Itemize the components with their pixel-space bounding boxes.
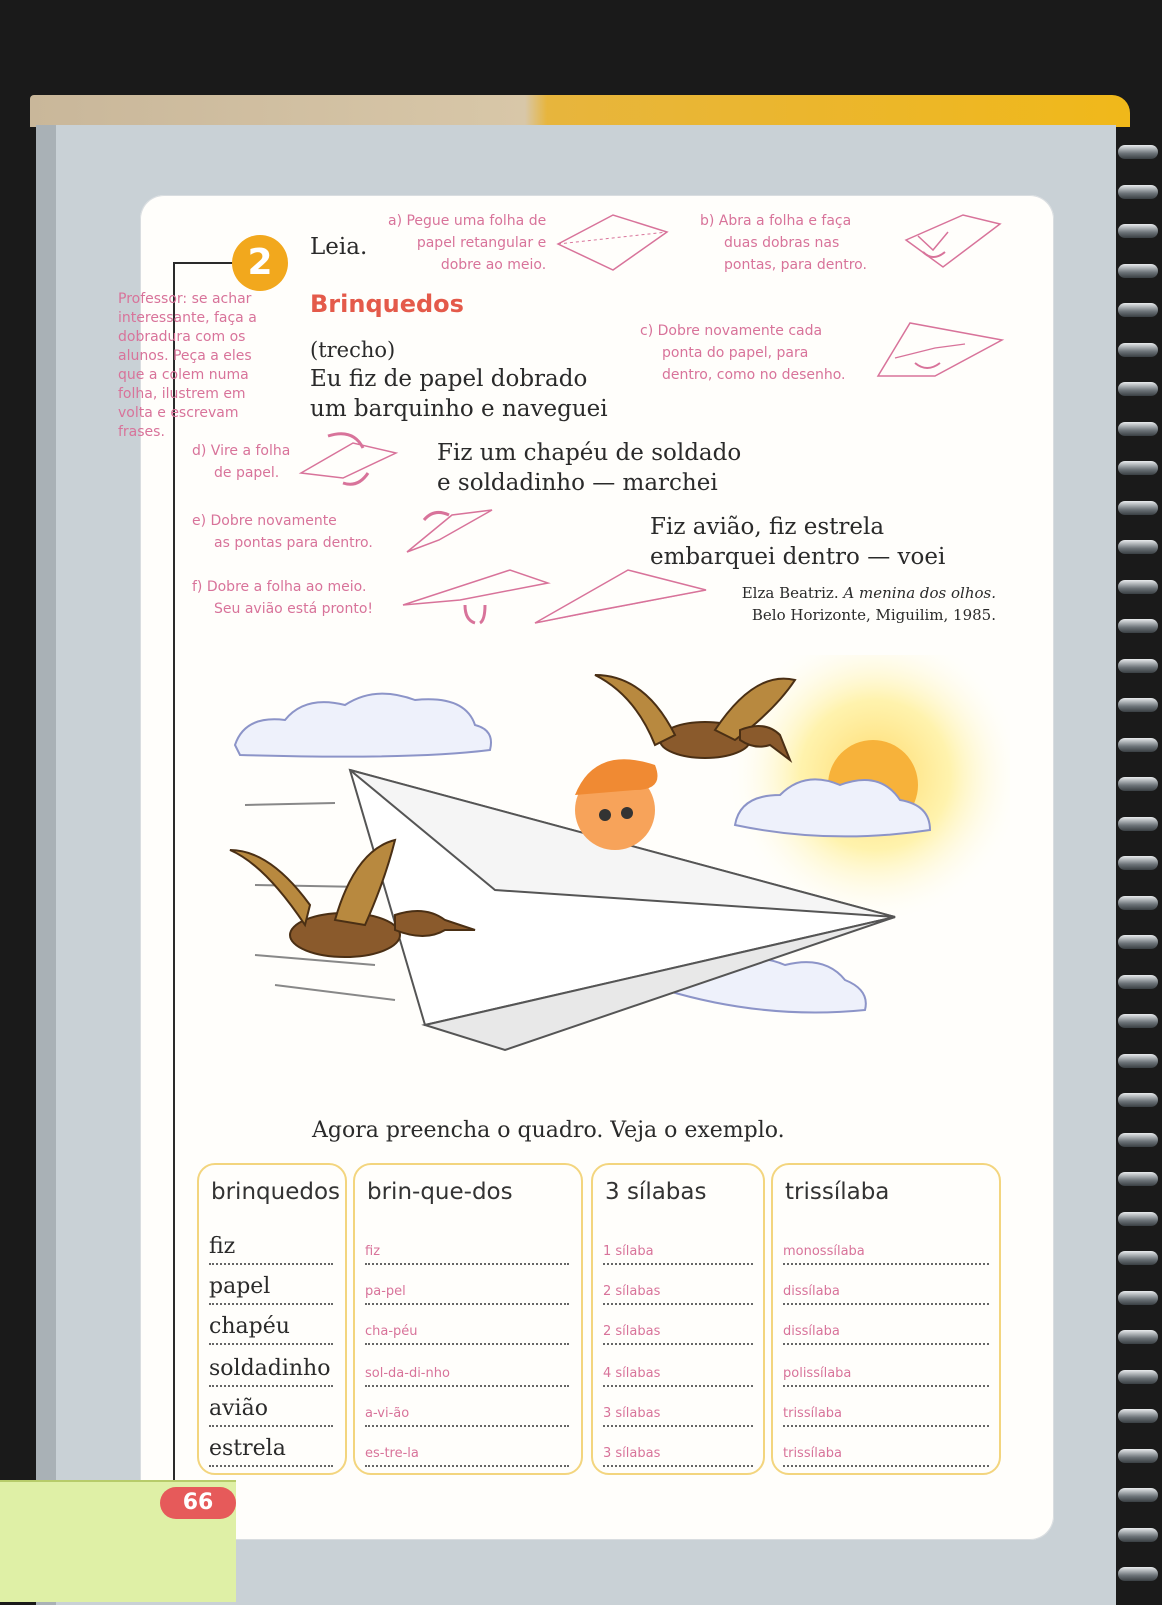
poem-line: e soldadinho — marchei (437, 470, 718, 496)
answer: a-vi-ão (365, 1406, 410, 1421)
table-row[interactable] (783, 1425, 989, 1467)
table-row[interactable] (209, 1263, 333, 1305)
poem-line: Fiz um chapéu de soldado (437, 440, 742, 466)
fold-step-line: f) Dobre a folha ao meio. (192, 579, 367, 595)
fold-diagram-a (555, 212, 670, 274)
spiral-ring (1118, 1172, 1158, 1186)
table-row[interactable] (603, 1303, 753, 1345)
poem-source (690, 582, 996, 626)
notebook-top-edge (30, 95, 1130, 127)
answer: polissílaba (783, 1366, 852, 1381)
poem-stanza-1 (310, 364, 608, 424)
teacher-note-line: Professor: se achar (118, 291, 252, 307)
fold-step-line: pontas, para dentro. (724, 257, 867, 273)
spiral-ring (1118, 738, 1158, 752)
spiral-ring (1118, 145, 1158, 159)
spiral-ring (1118, 1449, 1158, 1463)
spiral-ring (1118, 1567, 1158, 1581)
table-row[interactable] (603, 1263, 753, 1305)
spiral-ring (1118, 1409, 1158, 1423)
spiral-ring (1118, 501, 1158, 515)
fold-step-b (700, 210, 867, 276)
table-row[interactable] (603, 1343, 753, 1387)
table-header: brin-que-dos (367, 1179, 513, 1205)
word: papel (209, 1274, 271, 1299)
word: chapéu (209, 1314, 290, 1339)
fold-step-line: e) Dobre novamente (192, 513, 337, 529)
table-row[interactable] (783, 1219, 989, 1265)
spiral-ring (1118, 264, 1158, 278)
answer: 3 sílabas (603, 1406, 661, 1421)
spiral-ring (1118, 856, 1158, 870)
spiral-ring (1118, 1014, 1158, 1028)
table-row[interactable] (365, 1263, 569, 1305)
table-row[interactable] (209, 1303, 333, 1345)
table-row[interactable] (783, 1303, 989, 1345)
spiral-ring (1118, 777, 1158, 791)
spiral-ring (1118, 1054, 1158, 1068)
spiral-ring (1118, 1212, 1158, 1226)
spiral-ring (1118, 1488, 1158, 1502)
spiral-ring (1118, 975, 1158, 989)
fold-step-line: ponta do papel, para (662, 345, 809, 361)
fold-step-line: Seu avião está pronto! (214, 601, 374, 617)
answer: pa-pel (365, 1284, 406, 1299)
word: soldadinho (209, 1356, 331, 1381)
spiral-ring (1118, 817, 1158, 831)
fold-step-line: d) Vire a folha (192, 443, 291, 459)
spiral-ring (1118, 185, 1158, 199)
spiral-ring (1118, 303, 1158, 317)
source-author: Elza Beatriz. (741, 584, 839, 602)
answer: 4 sílabas (603, 1366, 661, 1381)
fold-diagram-d (298, 428, 400, 488)
table-row[interactable] (209, 1425, 333, 1467)
spiral-ring (1118, 1093, 1158, 1107)
fold-diagram-c (875, 318, 1005, 383)
fold-step-line: dentro, como no desenho. (662, 367, 846, 383)
table-column-classification (771, 1163, 1001, 1475)
table-row[interactable] (603, 1385, 753, 1427)
table-row[interactable] (365, 1385, 569, 1427)
spiral-ring (1118, 896, 1158, 910)
teacher-note-line: alunos. Peça a eles (118, 348, 252, 364)
teacher-note-line: dobradura com os (118, 329, 246, 345)
spiral-ring (1118, 382, 1158, 396)
table-row[interactable] (365, 1303, 569, 1345)
answer: 2 sílabas (603, 1284, 661, 1299)
spiral-binding (1118, 125, 1162, 1600)
fold-step-line: de papel. (214, 465, 280, 481)
spiral-ring (1118, 224, 1158, 238)
poem-line: Fiz avião, fiz estrela (650, 514, 885, 540)
answer: trissílaba (783, 1446, 843, 1461)
poem-line: Eu fiz de papel dobrado (310, 366, 588, 392)
answer: 2 sílabas (603, 1324, 661, 1339)
answer: trissílaba (783, 1406, 843, 1421)
spiral-ring (1118, 1330, 1158, 1344)
fold-diagram-e (404, 500, 496, 558)
fold-step-line: b) Abra a folha e faça (700, 213, 852, 229)
fold-step-f (192, 576, 373, 620)
poem-line: um barquinho e naveguei (310, 396, 608, 422)
poem-subtitle: (trecho) (310, 338, 396, 362)
spiral-ring (1118, 422, 1158, 436)
fold-step-line: a) Pegue uma folha de (388, 213, 547, 229)
answer: 1 sílaba (603, 1244, 654, 1259)
teacher-note-line: frases. (118, 424, 165, 440)
answer: monossílaba (783, 1244, 865, 1259)
fold-step-a (388, 210, 546, 276)
spiral-ring (1118, 698, 1158, 712)
answer: fiz (365, 1244, 381, 1259)
table-column-count (591, 1163, 765, 1475)
fold-step-line: dobre ao meio. (440, 257, 547, 273)
word: estrela (209, 1436, 286, 1461)
poem-title: Brinquedos (310, 290, 464, 318)
spiral-ring (1118, 580, 1158, 594)
table-row[interactable] (783, 1385, 989, 1427)
fold-step-e (192, 510, 373, 554)
fold-step-line: as pontas para dentro. (214, 535, 373, 551)
teacher-note-line: interessante, faça a (118, 310, 257, 326)
table-row[interactable] (209, 1343, 333, 1387)
table-row[interactable] (603, 1425, 753, 1467)
exercise-number-badge: 2 (232, 235, 288, 291)
spiral-ring (1118, 461, 1158, 475)
word: fiz (209, 1234, 236, 1259)
fold-step-line: duas dobras nas (724, 235, 840, 251)
spiral-ring (1118, 1133, 1158, 1147)
poem-stanza-3 (650, 512, 945, 572)
fold-step-c (640, 320, 846, 386)
table-row[interactable] (783, 1263, 989, 1305)
table-row[interactable] (365, 1425, 569, 1467)
fold-step-d (192, 440, 290, 484)
word: avião (209, 1396, 268, 1421)
table-row[interactable] (783, 1343, 989, 1387)
answer: dissílaba (783, 1284, 840, 1299)
table-row[interactable] (365, 1343, 569, 1387)
intro-text: Leia. (310, 234, 368, 260)
notebook-cover-edge (36, 125, 56, 1605)
table-row[interactable] (209, 1385, 333, 1427)
source-book: A menina dos olhos. (843, 584, 996, 602)
teacher-note-line: folha, ilustrem em (118, 386, 246, 402)
answer: cha-péu (365, 1324, 418, 1339)
table-row[interactable] (209, 1219, 333, 1265)
teacher-note-line: que a colem numa (118, 367, 249, 383)
margin-line-top (173, 262, 235, 264)
table-header: brinquedos (211, 1179, 341, 1205)
spiral-ring (1118, 343, 1158, 357)
table-header: 3 sílabas (605, 1179, 707, 1205)
margin-line (173, 262, 175, 1502)
spiral-ring (1118, 659, 1158, 673)
answer: es-tre-la (365, 1446, 419, 1461)
spiral-ring (1118, 935, 1158, 949)
spiral-ring (1118, 1251, 1158, 1265)
instruction-text: Agora preencha o quadro. Veja o exemplo. (312, 1118, 785, 1143)
answer: dissílaba (783, 1324, 840, 1339)
spiral-ring (1118, 540, 1158, 554)
poem-line: embarquei dentro — voei (650, 544, 946, 570)
page-number: 66 (160, 1487, 236, 1519)
fold-step-line: c) Dobre novamente cada (640, 323, 823, 339)
table-header: trissílaba (785, 1179, 890, 1205)
spiral-ring (1118, 619, 1158, 633)
spiral-ring (1118, 1291, 1158, 1305)
paper-airplane-illustration (195, 655, 1010, 1085)
answer: sol-da-di-nho (365, 1366, 450, 1381)
teacher-note (118, 290, 257, 442)
answer: 3 sílabas (603, 1446, 661, 1461)
table-row[interactable] (365, 1219, 569, 1265)
table-row[interactable] (603, 1219, 753, 1265)
source-publication: Belo Horizonte, Miguilim, 1985. (751, 606, 996, 624)
table-column-division (353, 1163, 583, 1475)
teacher-note-line: volta e escrevam (118, 405, 239, 421)
fold-diagram-f (400, 565, 710, 627)
fold-diagram-b (903, 212, 1003, 272)
spiral-ring (1118, 1528, 1158, 1542)
poem-stanza-2 (437, 438, 741, 498)
spiral-ring (1118, 1370, 1158, 1384)
table-column-words (197, 1163, 347, 1475)
fold-step-line: papel retangular e (416, 235, 547, 251)
